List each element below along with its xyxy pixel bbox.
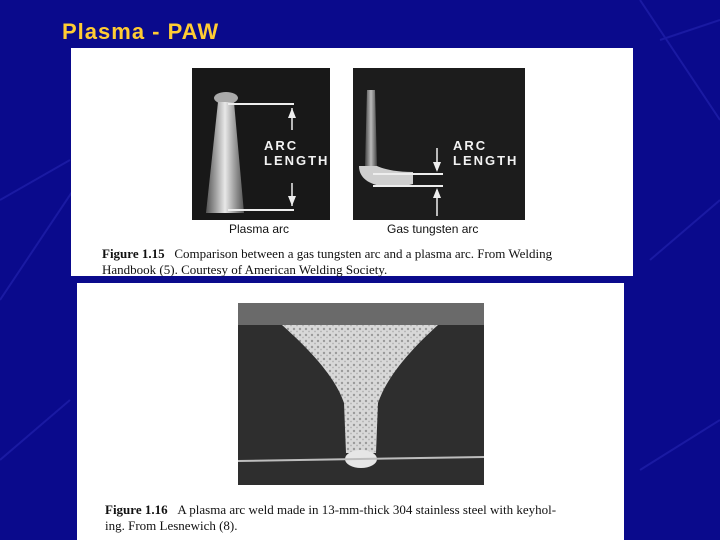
figure-1-16-caption-line1: A plasma arc weld made in 13-mm-thick 304 stainless steel with keyhol- — [177, 502, 557, 517]
figure-1-15-number: Figure 1.15 — [102, 246, 165, 261]
figure-1-16-caption-line2: ing. From Lesnewich (8). — [105, 518, 238, 533]
plasma-arc-length-label-2: LENGTH — [264, 153, 330, 168]
gas-tungsten-arc-caption: Gas tungsten arc — [387, 222, 479, 236]
figure-panel-bottom — [77, 283, 624, 540]
figure-1-15-caption — [102, 246, 627, 278]
weld-cross-section-photo — [238, 303, 484, 485]
plasma-arc-photo — [192, 68, 330, 220]
plasma-arc-caption: Plasma arc — [229, 222, 290, 236]
plasma-arc-length-label-1: ARC — [264, 138, 299, 153]
slide-title: Plasma - PAW — [62, 19, 220, 44]
figure-1-15-caption-line2: Handbook (5). Courtesy of American Welding Society. — [102, 262, 388, 277]
weld-cross-section-illustration — [238, 303, 484, 485]
gta-arc-length-label-2: LENGTH — [453, 153, 519, 168]
gta-arc-length-label-1: ARC — [453, 138, 488, 153]
figure-1-16-caption — [105, 502, 620, 534]
figure-panel-top — [71, 48, 633, 276]
gas-tungsten-arc-photo — [353, 68, 525, 220]
figure-1-15-caption-line1: Comparison between a gas tungsten arc and a plasma arc. From Welding — [174, 246, 553, 261]
figure-1-16-number: Figure 1.16 — [105, 502, 168, 517]
